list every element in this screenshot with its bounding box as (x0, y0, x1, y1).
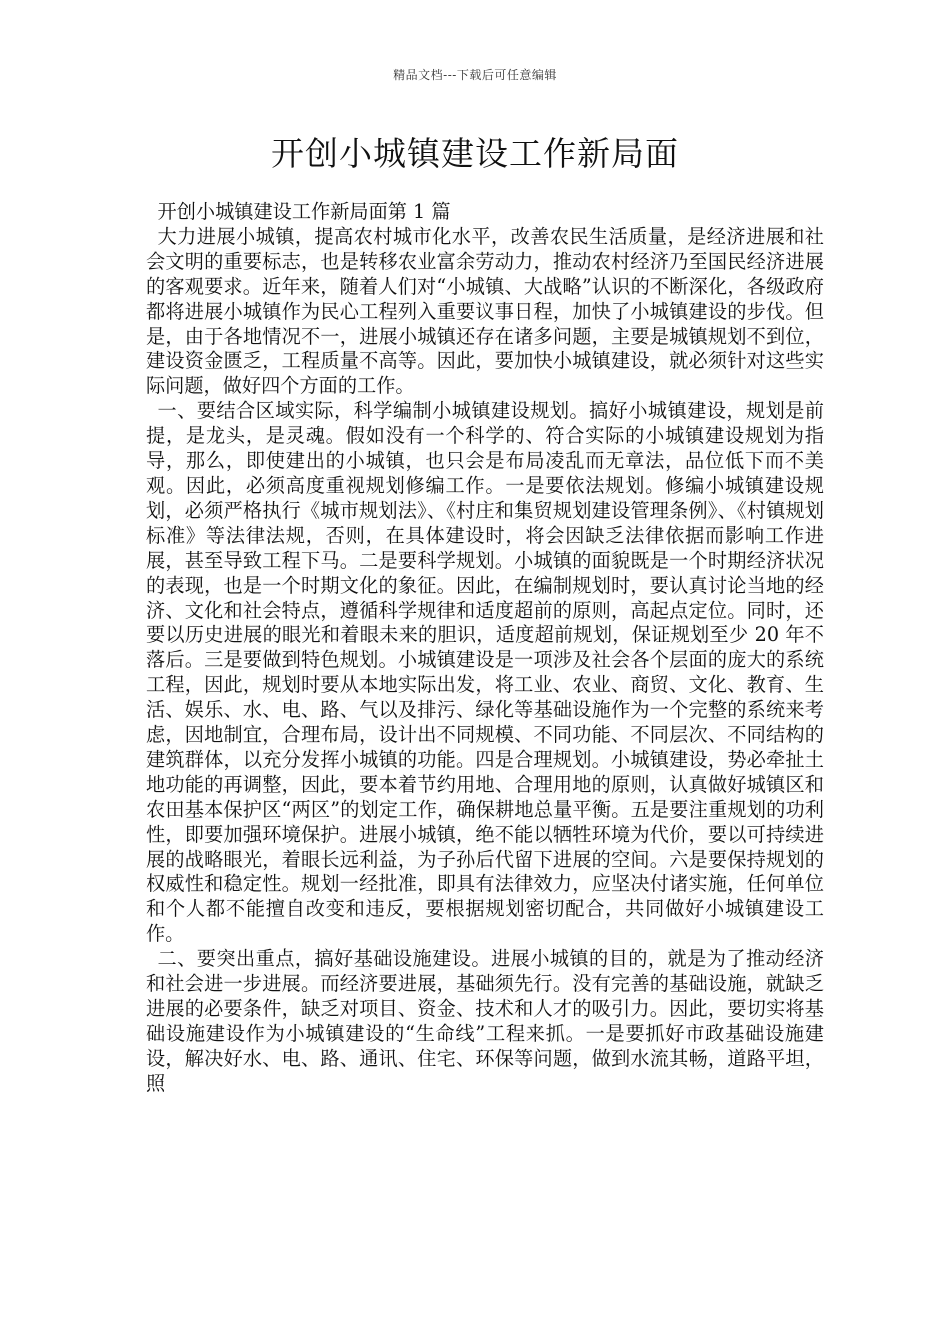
header-note: 精品文档---下载后可任意编辑 (393, 68, 557, 82)
paragraph-section-2: 二、要突出重点，搞好基础设施建设。进展小城镇的目的，就是为了推动经济和社会进一步进展。而经济要进展，基础须先行。没有完善的基础设施，就缺乏进展的必要条件，缺乏对项目、资金、技术和人才的吸引力。因此，要切实将基础设施建设作为小城镇建设的“生命线”工程来抓。一是要抓好市政基础设施建设，解决好水、电、路、通讯、住宅、环保等问题，做到水流其畅，道路平坦，照 (146, 947, 824, 1095)
document-body (146, 200, 824, 1097)
paragraph-section-1: 一、要结合区域实际，科学编制小城镇建设规划。搞好小城镇建设，规划是前提，是龙头，是灵魂。假如没有一个科学的、符合实际的小城镇建设规划为指导，那么，即使建出的小城镇，也只会是布局凌乱而无章法，品位低下而不美观。因此，必须高度重视规划修编工作。一是要依法规划。修编小城镇建设规划，必须严格执行《城市规划法》、《村庄和集贸规划建设管理条例》、《村镇规划标准》等法律法规，否则，在具体建设时，将会因缺乏法律依据而影响工作进展，甚至导致工程下马。二是要科学规划。小城镇的面貌既是一个时期经济状况的表现，也是一个时期文化的象征。因此，在编制规划时，要认真讨论当地的经济、文化和社会特点，遵循科学规律和适度超前的原则，高起点定位。同时，还要以历史进展的眼光和着眼未来的胆识，适度超前规划，保证规划至少 20 年不落后。三是要做到特色规划。小城镇建设是一项涉及社会各个层面的庞大的系统工程，因此，规划时要从本地实际出发，将工业、农业、商贸、文化、教育、生活、娱乐、水、电、路、气以及排污、绿化等基础设施作为一个完整的系统来考虑，因地制宜，合理布局，设计出不同规模、不同功能、不同层次、不同结构的建筑群体，以充分发挥小城镇的功能。四是合理规划。小城镇建设，势必牵扯土地功能的再调整，因此，要本着节约用地、合理用地的原则，认真做好城镇区和农田基本保护区“两区”的划定工作，确保耕地总量平衡。五是要注重规划的功利性，即要加强环境保护。进展小城镇，绝不能以牺牲环境为代价，要以可持续进展的战略眼光，着眼长远利益，为子孙后代留下进展的空间。六是要保持规划的权威性和稳定性。规划一经批准，即具有法律效力，应坚决付诸实施，任何单位和个人都不能擅自改变和违反，要根据规划密切配合，共同做好小城镇建设工作。 (146, 399, 824, 946)
paragraph-intro: 大力进展小城镇，提高农村城市化水平，改善农民生活质量，是经济进展和社会文明的重要标志，也是转移农业富余劳动力，推动农村经济乃至国民经济进展的客观要求。近年来，随着人们对“小城镇、大战略”认识的不断深化，各级政府都将进展小城镇作为民心工程列入重要议事日程，加快了小城镇建设的步伐。但是，由于各地情况不一，进展小城镇还存在诸多问题，主要是城镇规划不到位，建设资金匮乏，工程质量不高等。因此，要加快小城镇建设，就必须针对这些实际问题，做好四个方面的工作。 (146, 224, 824, 398)
document-title: 开创小城镇建设工作新局面 (271, 134, 679, 173)
document-subtitle: 开创小城镇建设工作新局面第 1 篇 (157, 200, 451, 223)
